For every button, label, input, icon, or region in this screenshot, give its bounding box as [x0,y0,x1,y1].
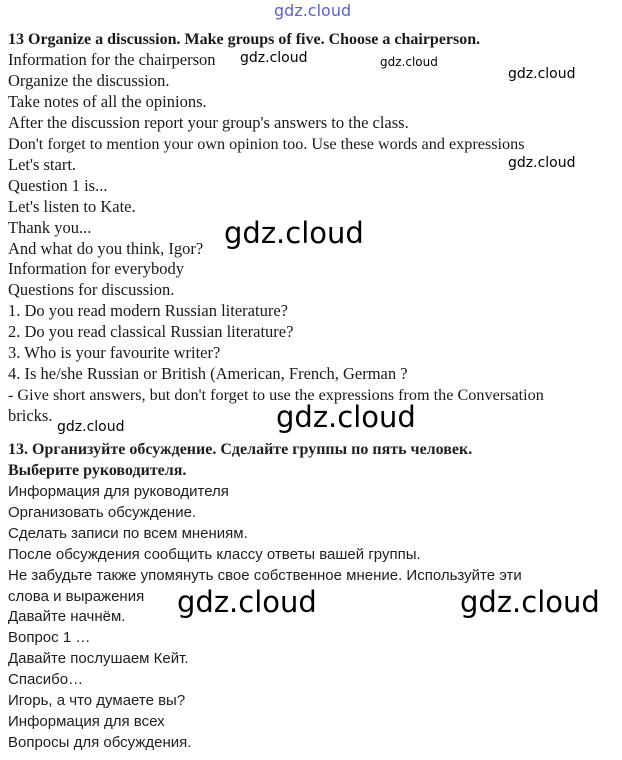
russian-line: Сделать записи по всем мнениям. [8,525,248,542]
english-heading: 13 Organize a discussion. Make groups of five. Choose a chairperson. [8,31,481,48]
english-line: And what do you think, Igor? [8,239,204,258]
russian-heading: Выберите руководителя. [8,462,187,479]
watermark: gdz.cloud [508,66,576,82]
russian-line: Информация для руководителя [8,483,229,500]
english-line: Let's listen to Kate. [8,197,136,216]
russian-line: Организовать обсуждение. [8,504,197,521]
english-line: After the discussion report your group's answers to the class. [8,113,409,132]
english-line: bricks. [8,406,53,425]
russian-line: Спасибо… [8,671,84,688]
english-line: Take notes of all the opinions. [8,92,207,111]
english-line: 3. Who is your favourite writer? [8,343,221,362]
english-line: Thank you... [8,218,92,237]
russian-line: Игорь, а что думаете вы? [8,692,186,709]
russian-line: Не забудьте также упомянуть свое собственное мнение. Используйте эти [8,567,522,584]
english-line: 1. Do you read modern Russian literature? [8,301,288,320]
english-line: Don't forget to mention your own opinion too. Use these words and expressions [8,135,525,153]
russian-line: Вопрос 1 … [8,629,91,646]
watermark-top: gdz.cloud [274,1,352,20]
watermark: gdz.cloud [177,585,317,619]
english-line: Information for the chairperson [8,50,216,69]
russian-line: Информация для всех [8,713,165,730]
watermark: gdz.cloud [240,50,308,66]
russian-line: слова и выражения [8,588,145,605]
watermark: gdz.cloud [460,585,600,619]
watermark: gdz.cloud [276,400,416,434]
english-line: Information for everybody [8,259,184,278]
russian-line: После обсуждения сообщить классу ответы вашей группы. [8,546,421,563]
russian-line: Вопросы для обсуждения. [8,734,192,751]
english-line: Let's start. [8,155,77,174]
english-line: Question 1 is... [8,176,108,195]
watermark: gdz.cloud [224,216,364,250]
watermark: gdz.cloud [508,155,576,171]
watermark: gdz.cloud [57,419,125,435]
english-line: 2. Do you read classical Russian literature? [8,322,294,341]
english-line: - Give short answers, but don't forget to use the expressions from the Conversation [8,386,544,404]
russian-line: Давайте послушаем Кейт. [8,650,189,667]
english-line: 4. Is he/she Russian or British (American, French, German ? [8,364,408,383]
russian-line: Давайте начнём. [8,608,126,625]
russian-heading: 13. Организуйте обсуждение. Сделайте группы по пять человек. [8,441,473,458]
watermark: gdz.cloud [380,55,438,69]
english-line: Organize the discussion. [8,71,170,90]
english-line: Questions for discussion. [8,280,175,299]
